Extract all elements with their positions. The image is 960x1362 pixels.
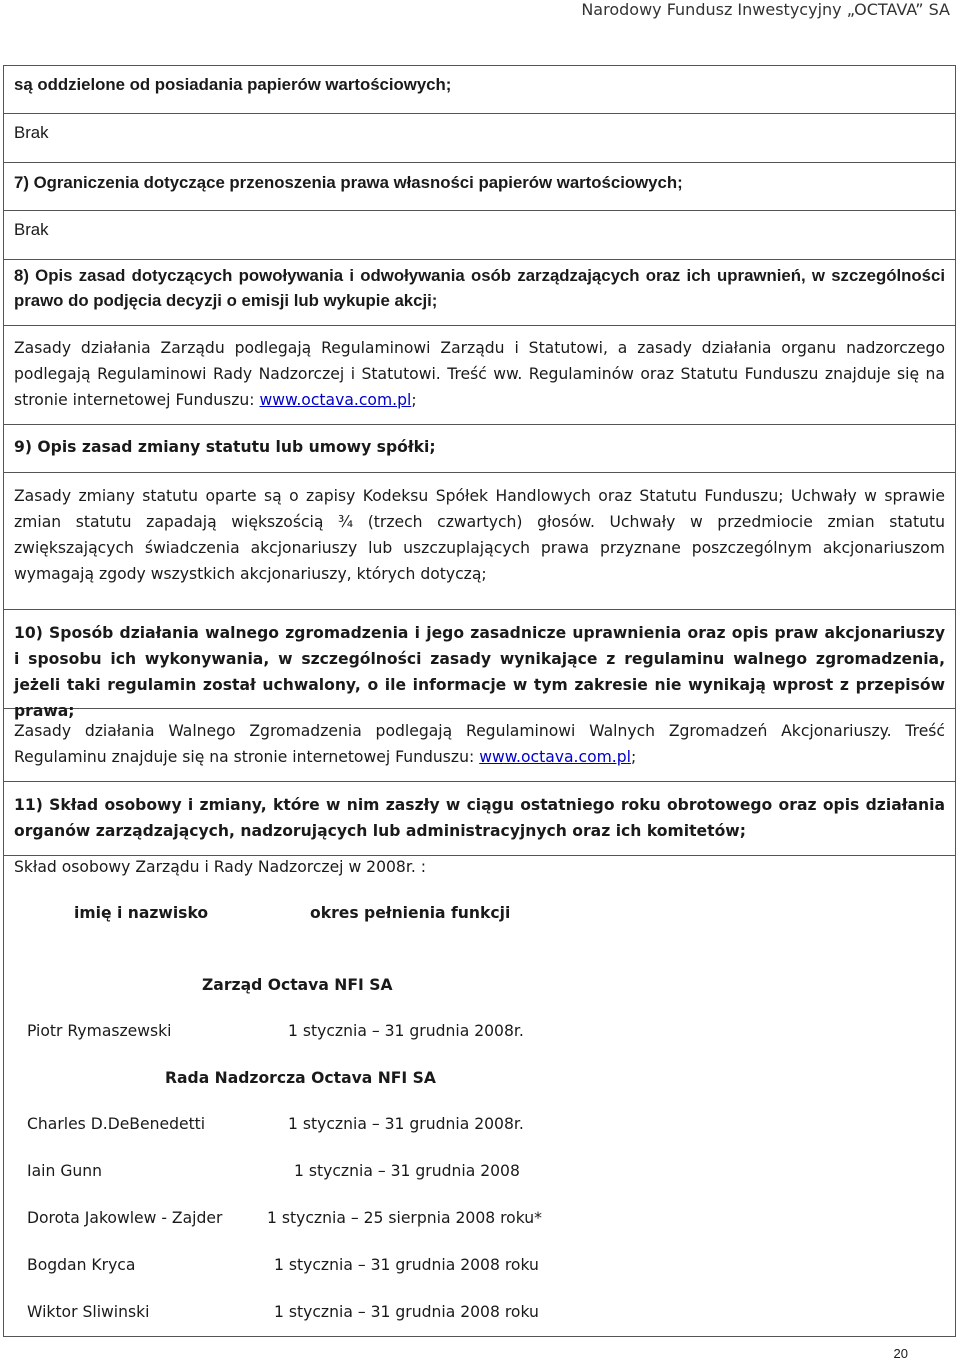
- section-heading: 9) Opis zasad zmiany statutu lub umowy spółki;: [14, 438, 436, 456]
- board-title: Zarząd Octava NFI SA: [202, 976, 393, 994]
- member-period: 1 stycznia – 31 grudnia 2008 roku: [274, 1256, 539, 1274]
- member-period: 1 stycznia – 31 grudnia 2008r.: [288, 1115, 524, 1133]
- member-name: Bogdan Kryca: [27, 1256, 136, 1274]
- column-header-name: imię i nazwisko: [74, 904, 209, 922]
- member-period: 1 stycznia – 31 grudnia 2008: [294, 1162, 520, 1180]
- row-statute-rules: [4, 473, 955, 610]
- row-heading-8: [4, 260, 955, 326]
- supervisory-board-title: Rada Nadzorcza Octava NFI SA: [165, 1069, 436, 1087]
- member-name: Piotr Rymaszewski: [27, 1022, 172, 1040]
- paragraph-text: Zasady działania Walnego Zgromadzenia podlegają Regulaminowi Walnych Zgromadzeń Akcjonariuszy. Treść Regulaminu znajduje się na stronie internetowej Funduszu:: [14, 722, 945, 766]
- member-period: 1 stycznia – 31 grudnia 2008r.: [288, 1022, 524, 1040]
- row-text: Brak: [14, 123, 49, 142]
- page-number: 20: [893, 1346, 908, 1361]
- section-heading: 11) Skład osobowy i zmiany, które w nim zaszły w ciągu ostatniego roku obrotowego oraz opis działania organów zarządzających, nadzorujących lub administracyjnych oraz ich komitetów;: [14, 796, 945, 840]
- row-management-rules: [4, 326, 955, 425]
- member-period: 1 stycznia – 31 grudnia 2008 roku: [274, 1303, 539, 1321]
- row-heading-7: [4, 163, 955, 211]
- website-link[interactable]: www.octava.com.pl: [259, 391, 412, 409]
- row-general-meeting: [4, 709, 955, 782]
- composition-intro: Skład osobowy Zarządu i Rady Nadzorczej w 2008r. :: [14, 858, 427, 876]
- row-securities-rights: [4, 66, 955, 114]
- paragraph: [14, 335, 945, 413]
- row-text: są oddzielone od posiadania papierów wartościowych;: [14, 75, 452, 94]
- row-heading-9: [4, 425, 955, 473]
- member-name: Charles D.DeBenedetti: [27, 1115, 206, 1133]
- section-heading: 10) Sposób działania walnego zgromadzenia i jego zasadnicze uprawnienia oraz opis praw akcjonariuszy i sposobu ich wykonywania, w szczególności zasady wynikające z regulaminu walnego zgromadzenia, jeżeli taki regulamin został uchwalony, o ile informacje w tym zakresie nie wynikają wprost z przepisów prawa;: [14, 624, 945, 720]
- paragraph-tail: ;: [631, 748, 637, 766]
- row-brak-2: [4, 211, 955, 260]
- row-heading-10: [4, 610, 955, 720]
- section-heading: 7) Ograniczenia dotyczące przenoszenia prawa własności papierów wartościowych;: [14, 173, 683, 192]
- row-text: Brak: [14, 220, 49, 239]
- row-heading-11: [4, 782, 955, 856]
- member-name: Wiktor Sliwinski: [27, 1303, 150, 1321]
- paragraph: Zasady zmiany statutu oparte są o zapisy Kodeksu Spółek Handlowych oraz Statutu Funduszu; Uchwały w sprawie zmian statutu zapadają większością ¾ (trzech czwartych) głosów. Uchwały w przedmiocie zmian statutu zwiększających świadczenia akcjonariuszy lub uszczuplających prawa przyznane poszczególnym akcjonariuszom wymagają zgody wszystkich akcjonariuszy, których dotyczą;: [14, 487, 945, 583]
- member-name: Iain Gunn: [27, 1162, 103, 1180]
- website-link[interactable]: www.octava.com.pl: [479, 748, 631, 766]
- document-header: Narodowy Fundusz Inwestycyjny „OCTAVA” SA: [581, 0, 950, 19]
- row-brak-1: [4, 114, 955, 163]
- paragraph-text: Zasady działania Zarządu podlegają Regulaminowi Zarządu i Statutowi, a zasady działania organu nadzorczego podlegają Regulaminowi Rady Nadzorczej i Statutowi. Treść ww. Regulaminów oraz Statutu Funduszu znajduje się na stronie internetowej Funduszu:: [14, 339, 945, 409]
- paragraph-tail: ;: [411, 391, 417, 409]
- content-frame: [3, 65, 956, 1337]
- member-period: 1 stycznia – 25 sierpnia 2008 roku*: [267, 1209, 542, 1227]
- member-name: Dorota Jakowlew - Zajder: [27, 1209, 223, 1227]
- section-heading: 8) Opis zasad dotyczących powoływania i odwoływania osób zarządzających oraz ich uprawnień, w szczególności prawo do podjęcia decyzji o emisji lub wykupie akcji;: [14, 266, 945, 310]
- column-header-period: okres pełnienia funkcji: [310, 904, 511, 922]
- paragraph: [14, 718, 945, 770]
